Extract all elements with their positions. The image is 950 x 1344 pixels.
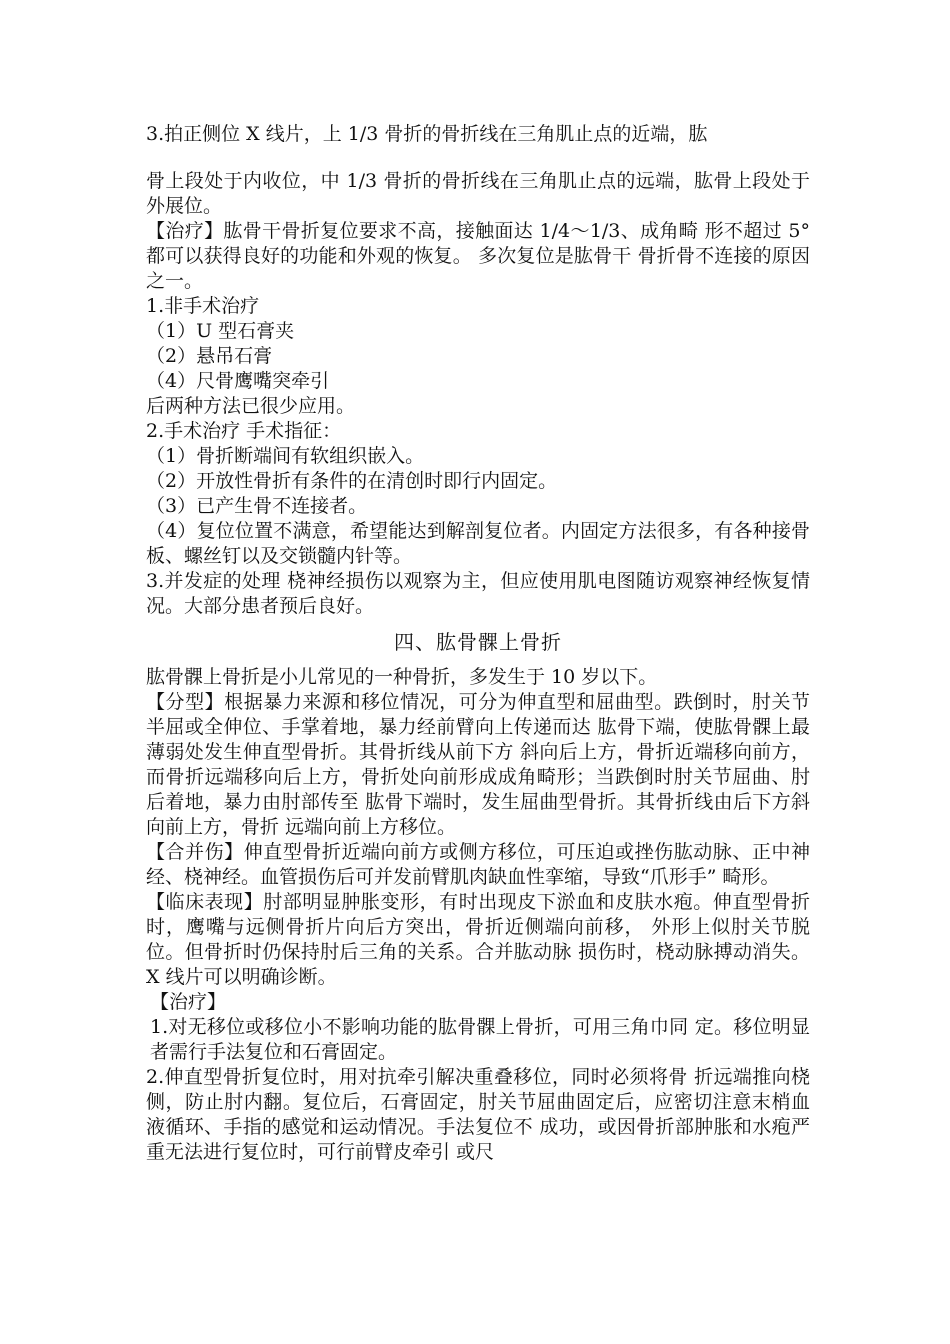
section-heading: 四、肱骨髁上骨折 [394,630,562,654]
paragraph-intro: 肱骨髁上骨折是小儿常见的一种骨折，多发生于 10 岁以下。 [146,666,658,688]
list-item-traction: （4）尺骨鹰嘴突牵引 [146,370,330,392]
list-item-hanging-cast: （2）悬吊石膏 [146,345,273,367]
paragraph-nonsurgical: 1.非手术治疗 [146,295,260,317]
list-item-poor-reduction: （4）复位位置不满意，希望能达到解剖复位者。内固定方法很多，有各种接骨板、螺丝钉以及交锁髓内针等。 [146,520,810,567]
document-body [146,122,810,1165]
paragraph-bone-position: 骨上段处于内收位，中 1/3 骨折的骨折线在三角肌止点的远端，肱骨上段处于外展位。 [146,170,810,217]
paragraph-complications: 3.并发症的处理 桡神经损伤以观察为主，但应使用肌电图随访观察神经恢复情况。大部分患者预后良好。 [146,570,810,617]
list-item-nonunion: （3）已产生骨不连接者。 [146,495,368,517]
paragraph-clinical: 【临床表现】肘部明显肿胀变形，有时出现皮下淤血和皮肤水疱。伸直型骨折时，鹰嘴与远侧骨折片向后方突出，骨折近侧端向前移， 外形上似肘关节脱位。但骨折时仍保持肘后三角的关系。合并肱动脉 损伤时，桡动脉搏动消失。X 线片可以明确诊断。 [146,891,810,988]
list-item-u-cast: （1）U 型石膏夹 [146,320,295,342]
paragraph-classification: 【分型】根据暴力来源和移位情况，可分为伸直型和屈曲型。跌倒时，肘关节半屈或全伸位、手掌着地，暴力经前臂向上传递而达 肱骨下端，使肱骨髁上最薄弱处发生伸直型骨折。其骨折线从前下方 斜向后上方，骨折近端移向前方，而骨折远端移向后上方，骨折处向前形成成角畸形；当跌倒时肘关节屈曲、肘后着地，暴力由肘部传至 肱骨下端时，发生屈曲型骨折。其骨折线由后下方斜向前上方，骨折 远端向前上方移位。 [146,691,810,838]
paragraph-treatment-2: 2.伸直型骨折复位时，用对抗牵引解决重叠移位，同时必须将骨 折远端推向桡侧，防止肘内翻。复位后，石膏固定，肘关节屈曲固定后，应密切注意末梢血液循环、手指的感觉和运动情况。手法复位不 成功，或因骨折部肿胀和水疱严重无法进行复位时，可行前臂皮牵引 或尺 [146,1066,810,1163]
paragraph-xray: 3.拍正侧位 X 线片，上 1/3 骨折的骨折线在三角肌止点的近端，肱 [146,123,708,145]
paragraph-treatment-heading: 【治疗】 [150,991,227,1013]
paragraph-treatment-1: 1.对无移位或移位小不影响功能的肱骨髁上骨折，可用三角巾同 定。移位明显者需行手法复位和石膏固定。 [150,1016,810,1063]
paragraph-complication-injury: 【合并伤】伸直型骨折近端向前方或侧方移位，可压迫或挫伤肱动脉、正中神经、桡神经。血管损伤后可并发前臂肌肉缺血性挛缩，导致“爪形手” 畸形。 [146,841,810,888]
paragraph-rarely-used: 后两种方法已很少应用。 [146,395,356,417]
list-item-soft-tissue: （1）骨折断端间有软组织嵌入。 [146,445,425,467]
paragraph-surgical: 2.手术治疗 手术指征： [146,420,342,442]
list-item-open-fracture: （2）开放性骨折有条件的在清创时即行内固定。 [146,470,558,492]
paragraph-treatment: 【治疗】肱骨干骨折复位要求不高，接触面达 1/4～1/3、成角畸 形不超过 5°都可以获得良好的功能和外观的恢复。 多次复位是肱骨干 骨折骨不连接的原因之一。 [146,220,810,292]
